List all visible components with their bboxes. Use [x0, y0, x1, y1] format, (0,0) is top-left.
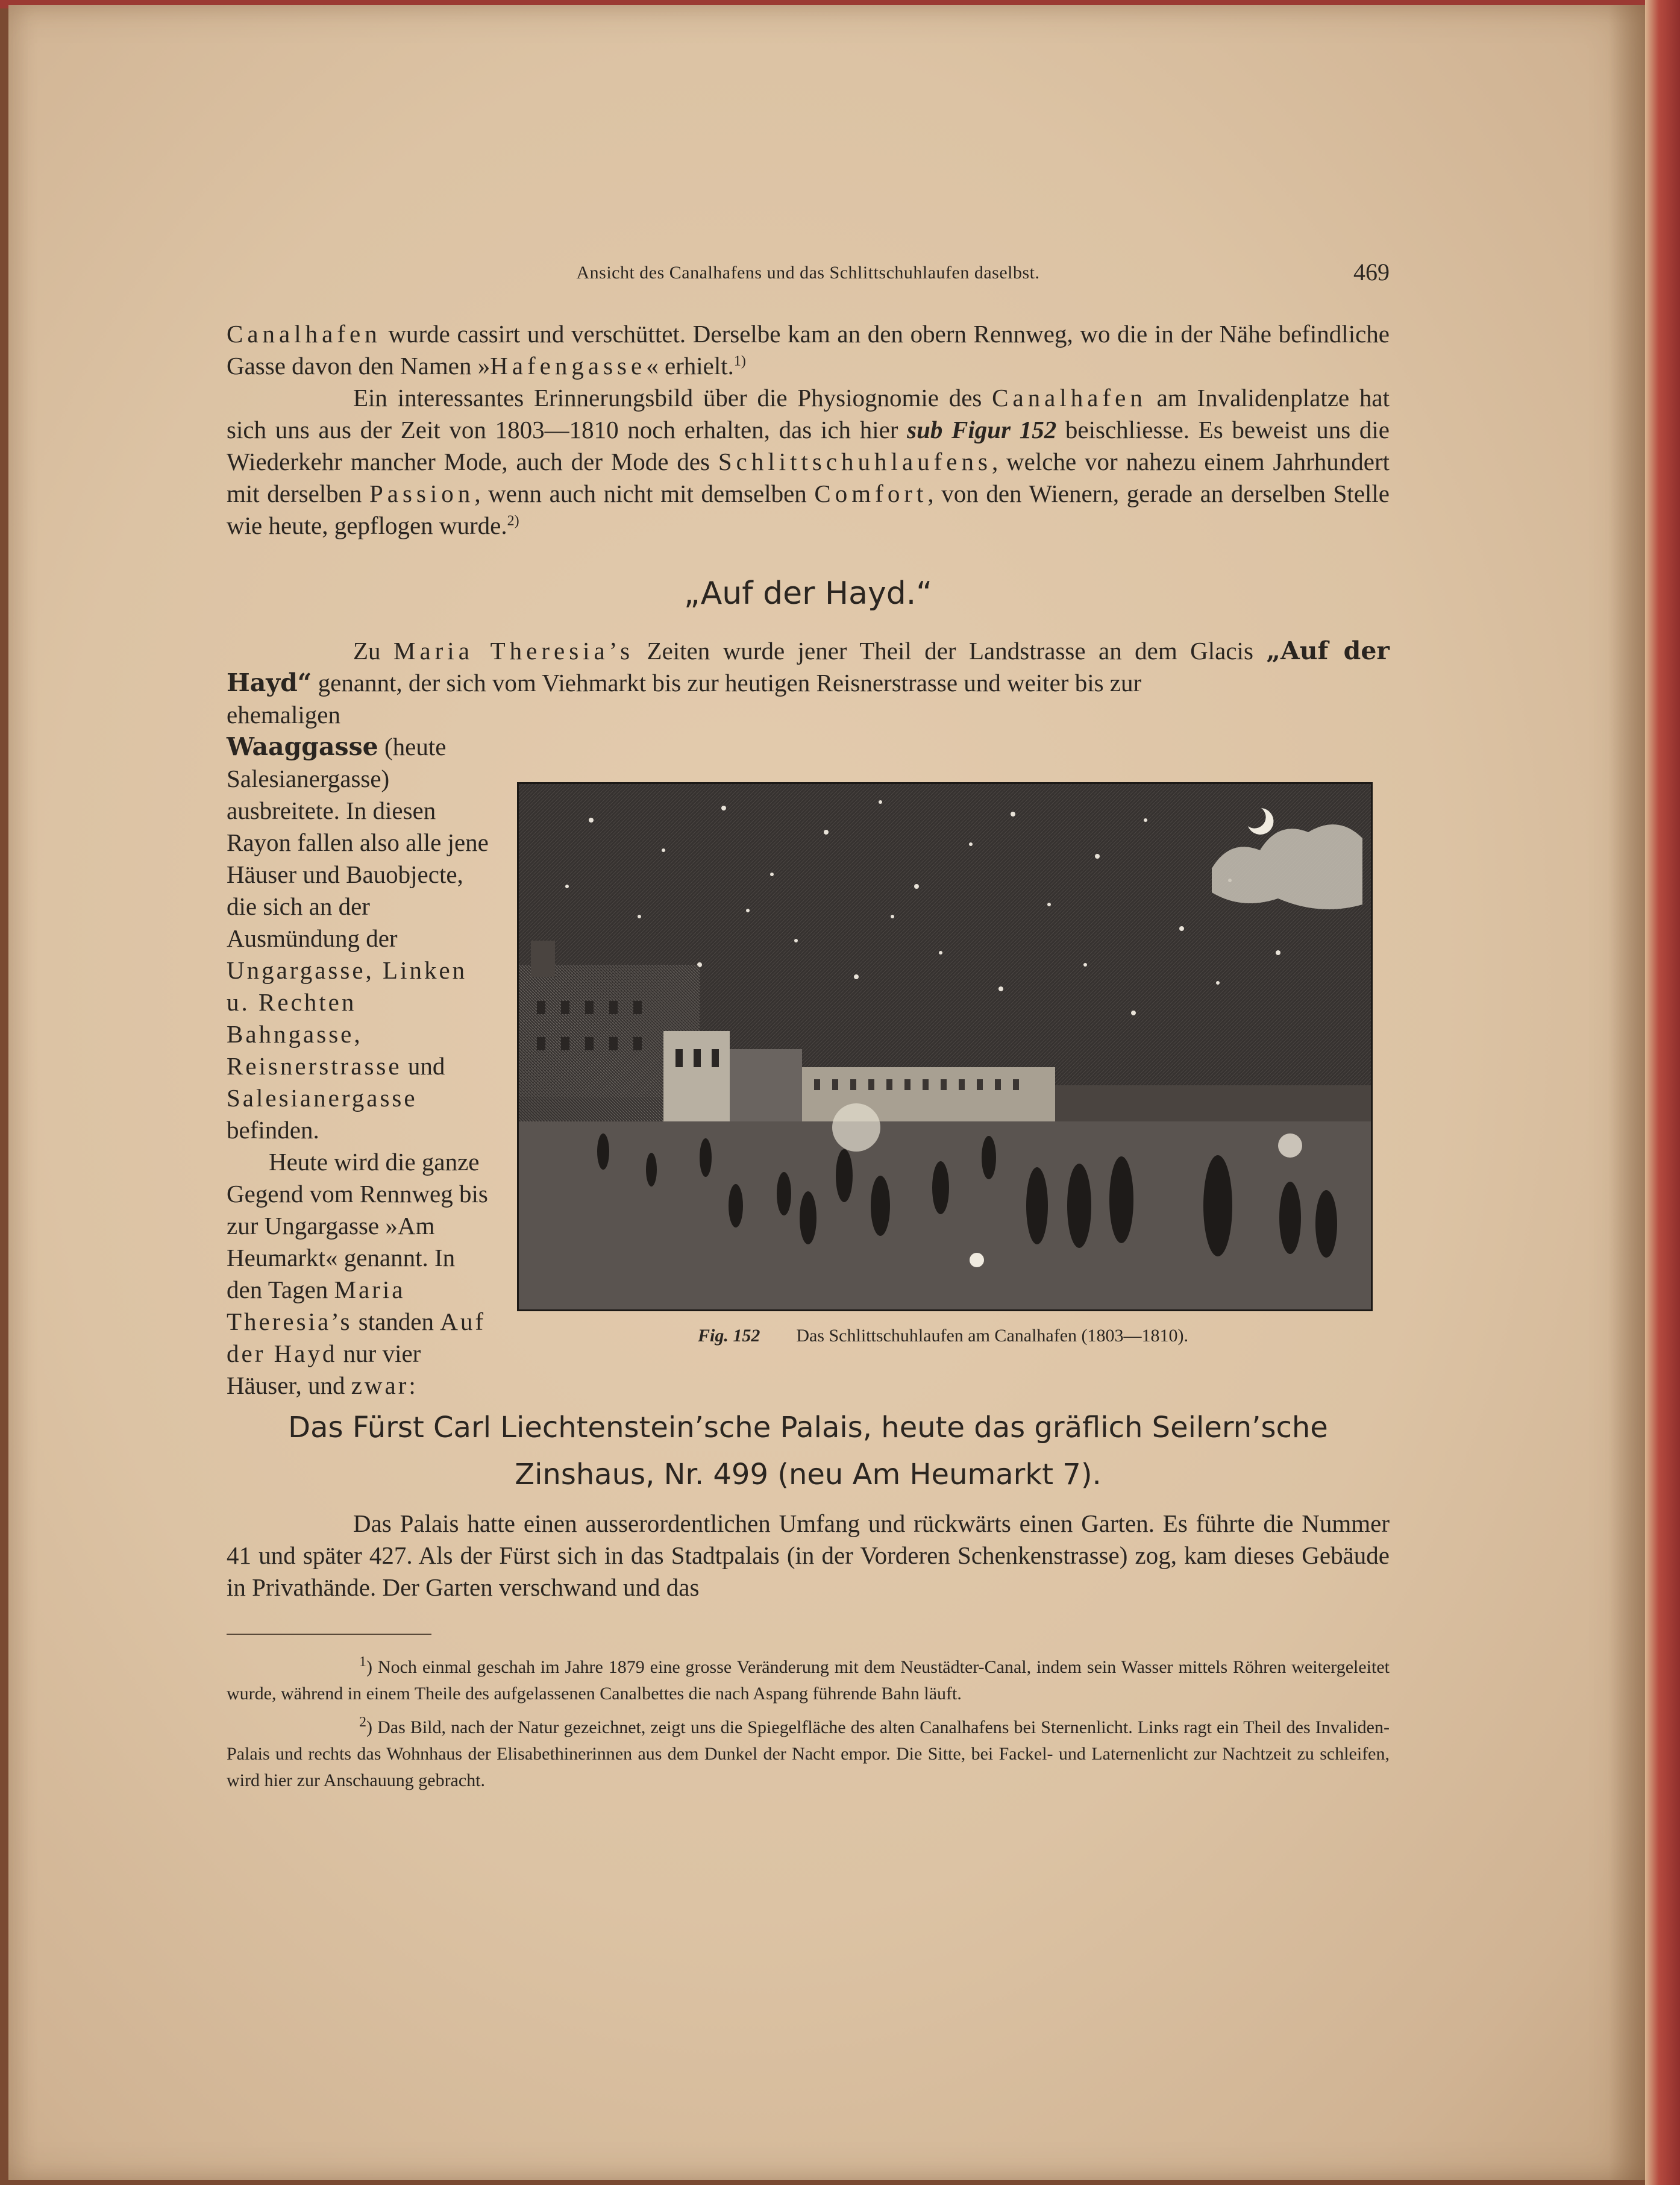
term-passion: Passion	[369, 480, 475, 507]
section1-paragraph-1-cont	[227, 699, 495, 1146]
section1-paragraph-2	[227, 1146, 495, 1402]
figure-caption-text: Das Schlittschuhlaufen am Canalhafen (1803—1810).	[796, 1326, 1189, 1346]
section1-intro	[227, 635, 1390, 699]
page-header	[227, 258, 1390, 294]
footnotes	[227, 1654, 1390, 1801]
figure-reference: sub Figur 152	[907, 416, 1057, 444]
footnote-mark: 1	[359, 1654, 366, 1670]
text-run: am Invalidenplatze hat sich uns aus der Zeit von 1803—1810 noch erhalten, das ich hier	[227, 384, 1390, 444]
text-run: Zeiten wurde jener Theil der Landstrasse an dem Glacis	[634, 637, 1267, 665]
section1-left-column	[227, 699, 495, 1402]
term-streets: Ungargasse, Linken u. Rechten Bahngasse, Reisnerstrasse	[227, 956, 468, 1080]
term-canalhafen: Canalhafen	[992, 384, 1147, 412]
running-head: Ansicht des Canalhafens und das Schlittschuhlaufen daselbst.	[576, 263, 1040, 283]
text-run: befinden.	[227, 1116, 319, 1144]
text-run: beischliesse. Es beweist uns die Wiederkehr mancher Mode, auch der Mode des	[227, 416, 1390, 475]
section-heading-auf-der-hayd: „Auf der Hayd.“	[683, 575, 933, 612]
text-run: standen	[352, 1308, 440, 1335]
term-auf-der-hayd-2: Auf der Hayd	[227, 1308, 486, 1367]
text-run: und	[401, 1052, 445, 1080]
term-schlittschuhlaufens: Schlittschuhlaufens	[718, 448, 992, 475]
figure-caption	[517, 1326, 1369, 1346]
text-run: zwar:	[351, 1372, 418, 1399]
text-run: (heute Salesianergasse) ausbreitete. In diesen Rayon fallen also alle jene Häuser und Bauobjecte, die sich an der Ausmündung der	[227, 733, 489, 952]
footnote-separator	[227, 1634, 431, 1635]
footnote-text: ) Noch einmal geschah im Jahre 1879 eine grosse Veränderung mit dem Neustädter-Canal, indem sein Wasser mittels Röhren weitergeleitet wurde, während in einem Theile des aufgelassenen Canalbettes die nach Aspang führende Bahn läuft.	[227, 1657, 1390, 1704]
intro-paragraph-2	[227, 382, 1390, 542]
book-binding-edge	[1645, 0, 1680, 2185]
section2-text	[227, 1508, 1390, 1603]
footnote-text: ) Das Bild, nach der Natur gezeichnet, zeigt uns die Spiegelfläche des alten Canalhafens bei Sternenlicht. Links ragt ein Theil des Invaliden-Palais und rechts das Wohnhaus der Elisabethinerinnen aus dem Dunkel der Nacht empor. Die Sitte, bei Fackel- und Laternenlicht zur Nachtzeit zu schleifen, wird hier zur Anschauung gebracht.	[227, 1717, 1390, 1790]
footnote-ref-1: 1)	[733, 353, 746, 369]
term-maria-theresia: Maria Theresia’s	[227, 1276, 406, 1335]
footnote-1	[227, 1654, 1390, 1707]
term-maria-theresia: Maria Theresia’s	[393, 637, 635, 665]
figure-152-engraving	[517, 782, 1373, 1311]
intro-text	[227, 318, 1390, 542]
heading-line-2: Zinshaus, Nr. 499 (neu Am Heumarkt 7).	[515, 1458, 1102, 1491]
text-run: , von den Wienern, gerade an derselben Stelle wie heute, gepflogen wurde.	[227, 480, 1390, 539]
text-run: genannt, der sich vom Viehmarkt bis zur heutigen Reisnerstrasse und weiter bis zur	[312, 669, 1142, 697]
section1-paragraph-1	[227, 635, 1390, 699]
text-run: « erhielt.	[646, 352, 734, 380]
text-run: Zu	[353, 637, 393, 665]
heading-line-1: Das Fürst Carl Liechtenstein’sche Palais, heute das gräflich Seilern’sche	[288, 1411, 1328, 1444]
page-gutter-shadow	[1609, 5, 1645, 2180]
figure-label: Fig. 152	[697, 1326, 760, 1346]
text-run: nur vier Häuser, und	[227, 1340, 421, 1399]
term-salesianergasse: Salesianergasse	[227, 1084, 418, 1112]
footnote-mark: 2	[359, 1714, 366, 1730]
term-canalhafen: Canalhafen	[227, 320, 381, 348]
term-auf-der-hayd: „Auf der Hayd“	[227, 636, 1390, 697]
text-run: Ein interessantes Erinnerungsbild über die Physiognomie des	[353, 384, 992, 412]
text-run: wurde cassirt und verschüttet. Derselbe kam an den obern Rennweg, wo die in der Nähe befindliche Gasse davon den Namen »	[227, 320, 1390, 380]
footnote-2	[227, 1714, 1390, 1794]
section2-paragraph-1: Das Palais hatte einen ausserordentlichen Umfang und rückwärts einen Garten. Es führte die Nummer 41 und später 427. Als der Fürst sich in das Stadtpalais (in der Vorderen Schenkenstrasse) zog, kam dieses Gebäude in Privathände. Der Garten verschwand und das	[227, 1509, 1390, 1601]
text-run: , wenn auch nicht mit demselben	[474, 480, 815, 507]
term-waaggasse: Waaggasse	[227, 732, 378, 761]
text-run: Heute wird die ganze Gegend vom Rennweg bis zur Ungargasse »Am Heumarkt« genannt. In den Tagen	[227, 1148, 488, 1303]
term-comfort: Comfort	[814, 480, 928, 507]
page-number: 469	[1353, 259, 1390, 286]
intro-paragraph-1	[227, 318, 1390, 382]
term-hafengasse: Hafengasse	[490, 352, 647, 380]
text-run: ehemaligen	[227, 701, 340, 729]
text-run: , welche vor nahezu einem Jahrhundert mit derselben	[227, 448, 1390, 507]
footnote-ref-2: 2)	[507, 513, 519, 529]
section-heading-liechtenstein-palais	[227, 1404, 1390, 1498]
engraving-illustration	[519, 784, 1371, 1309]
